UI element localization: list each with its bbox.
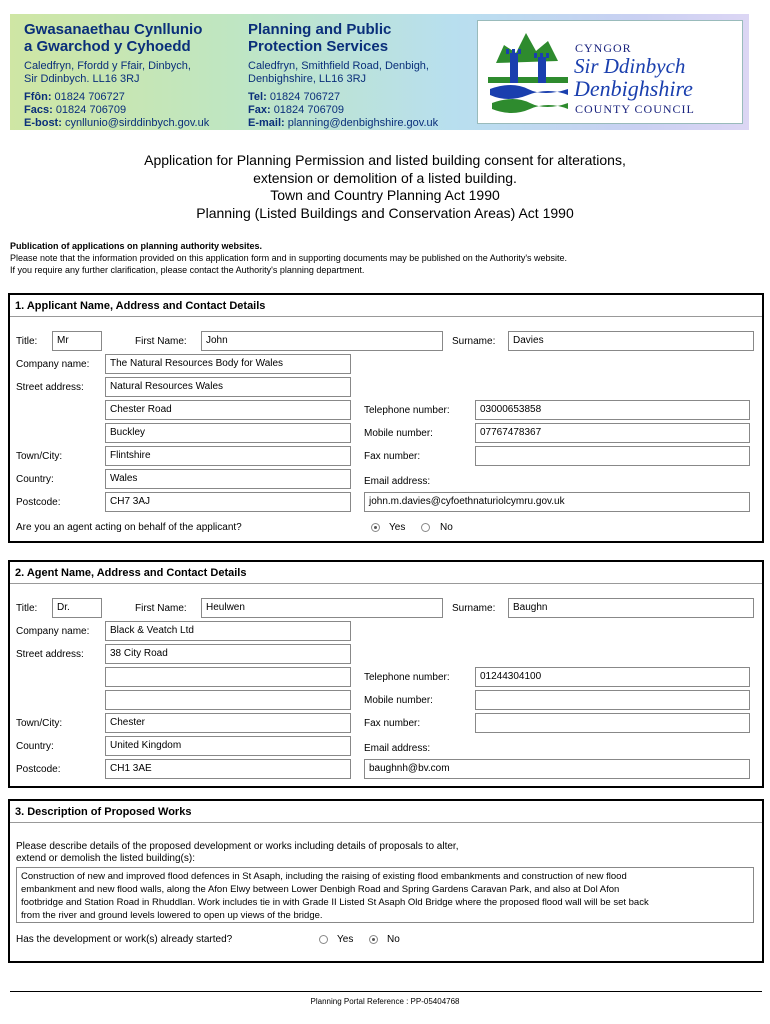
agent-email-field[interactable]: baughnh@bv.com — [364, 759, 750, 779]
agent-country-field[interactable]: United Kingdom — [105, 736, 351, 756]
english-address-1: Caledfryn, Smithfield Road, Denbigh, — [248, 60, 429, 72]
planning-portal-reference: Planning Portal Reference : PP-05404768 — [310, 997, 460, 1006]
applicant-section-heading: 1. Applicant Name, Address and Contact Details — [10, 295, 762, 317]
started-no-radio[interactable] — [369, 935, 378, 944]
logo-sir-ddinbych: Sir Ddinbych — [574, 54, 686, 78]
works-prompt-line-2: extend or demolish the listed building(s): — [16, 853, 195, 864]
applicant-street-line-2[interactable]: Chester Road — [105, 400, 351, 420]
applicant-section — [8, 293, 764, 543]
form-title-line-3: Town and Country Planning Act 1990 — [270, 187, 500, 203]
english-email: planning@denbighshire.gov.uk — [287, 117, 439, 129]
letterhead — [10, 14, 749, 130]
publication-text-1: Please note that the information provided on this application form and in supporting documents may be published on the Authority's website. — [10, 253, 568, 263]
welsh-contact-block — [24, 21, 209, 130]
english-fax: 01824 706709 — [273, 104, 345, 116]
applicant-town-label: Town/City: — [16, 451, 63, 462]
applicant-company-field[interactable]: The Natural Resources Body for Wales — [105, 354, 351, 374]
footer-divider — [10, 991, 762, 992]
agent-title-label: Title: — [16, 603, 38, 614]
english-contact-block — [248, 21, 438, 130]
agent-section — [8, 560, 764, 788]
welsh-dept-title-2: a Gwarchod y Cyhoedd — [24, 38, 191, 55]
agent-question: Are you an agent acting on behalf of the applicant? — [16, 522, 242, 533]
agent-surname-label: Surname: — [452, 603, 496, 614]
applicant-mobile-label: Mobile number: — [364, 428, 433, 439]
english-phone: 01824 706727 — [269, 91, 341, 103]
applicant-street-line-1[interactable]: Natural Resources Wales — [105, 377, 351, 397]
publication-text-2: If you require any further clarification, please contact the Authority's planning department. — [10, 265, 365, 275]
logo-county-council: COUNTY COUNCIL — [575, 102, 695, 116]
applicant-telephone-label: Telephone number: — [364, 405, 450, 416]
applicant-email-label: Email address: — [364, 476, 431, 487]
applicant-surname-label: Surname: — [452, 336, 496, 347]
agent-company-field[interactable]: Black & Veatch Ltd — [105, 621, 351, 641]
agent-country-label: Country: — [16, 741, 54, 752]
welsh-email: cynllunio@sirddinbych.gov.uk — [64, 117, 210, 129]
agent-no-label: No — [440, 522, 453, 533]
works-description-field[interactable] — [16, 867, 754, 923]
agent-street-line-3[interactable] — [105, 690, 351, 710]
english-phone-label: Tel: — [248, 91, 267, 103]
applicant-country-label: Country: — [16, 474, 54, 485]
applicant-country-field[interactable]: Wales — [105, 469, 351, 489]
form-title — [0, 152, 770, 222]
applicant-company-label: Company name: — [16, 359, 90, 370]
agent-no-radio[interactable] — [421, 523, 430, 532]
english-email-label: E-mail: — [248, 117, 285, 129]
works-section-heading: 3. Description of Proposed Works — [10, 801, 762, 823]
agent-fax-label: Fax number: — [364, 718, 421, 729]
agent-email-label: Email address: — [364, 743, 431, 754]
welsh-phone: 01824 706727 — [54, 91, 125, 103]
council-logo — [477, 20, 743, 124]
welsh-email-label: E-bost: — [24, 117, 62, 129]
applicant-title-field[interactable]: Mr — [52, 331, 102, 351]
applicant-street-label: Street address: — [16, 382, 84, 393]
applicant-postcode-field[interactable]: CH7 3AJ — [105, 492, 351, 512]
welsh-address-2: Sir Ddinbych. LL16 3RJ — [24, 73, 140, 85]
logo-cyngor: CYNGOR — [575, 41, 632, 55]
logo-denbighshire: Denbighshire — [574, 76, 693, 101]
applicant-title-label: Title: — [16, 336, 38, 347]
english-address-2: Denbighshire, LL16 3RJ — [248, 73, 367, 85]
agent-town-label: Town/City: — [16, 718, 63, 729]
agent-street-line-2[interactable] — [105, 667, 351, 687]
works-description-line-2: embankment and new flood walls, along the Afon Elwy between Lower Denbigh Road and Spring Gardens Caravan Park, and also at Dol Afon — [21, 884, 620, 895]
publication-heading: Publication of applications on planning authority websites. — [10, 241, 263, 251]
started-yes-label: Yes — [337, 934, 354, 945]
welsh-address-1: Caledfryn, Ffordd y Ffair, Dinbych, — [24, 60, 191, 72]
started-no-label: No — [387, 934, 400, 945]
agent-yes-label: Yes — [389, 522, 406, 533]
applicant-fax-label: Fax number: — [364, 451, 421, 462]
applicant-town-field[interactable]: Flintshire — [105, 446, 351, 466]
applicant-first-name-field[interactable]: John — [201, 331, 443, 351]
applicant-mobile-field[interactable]: 07767478367 — [475, 423, 750, 443]
works-prompt-line-1: Please describe details of the proposed development or works including details of proposals to alter, — [16, 841, 459, 852]
agent-mobile-label: Mobile number: — [364, 695, 433, 706]
works-description-line-4: from the river and ground levels lowered to open up views of the bridge. — [21, 910, 323, 921]
agent-telephone-field[interactable]: 01244304100 — [475, 667, 750, 687]
welsh-phone-label: Ffôn: — [24, 91, 52, 103]
welsh-dept-title-1: Gwasanaethau Cynllunio — [24, 21, 203, 38]
form-title-line-4: Planning (Listed Buildings and Conservation Areas) Act 1990 — [196, 204, 574, 221]
applicant-fax-field[interactable] — [475, 446, 750, 466]
works-prompt — [16, 841, 458, 865]
works-started-question: Has the development or work(s) already started? — [16, 934, 233, 945]
agent-section-heading: 2. Agent Name, Address and Contact Details — [10, 562, 762, 584]
agent-title-field[interactable]: Dr. — [52, 598, 102, 618]
english-dept-title-2: Protection Services — [248, 38, 389, 55]
started-yes-radio[interactable] — [319, 935, 328, 944]
welsh-fax-label: Facs: — [24, 104, 53, 116]
works-section — [8, 799, 764, 963]
works-description-line-3: footbridge and Station Road in Rhuddlan. Work includes tie in with Grade II Listed St Asaph Old Bridge where the proposed flood wall will be set back — [21, 897, 649, 908]
applicant-first-name-label: First Name: — [135, 336, 187, 347]
agent-company-label: Company name: — [16, 626, 90, 637]
agent-mobile-field[interactable] — [475, 690, 750, 710]
agent-street-line-1[interactable]: 38 City Road — [105, 644, 351, 664]
applicant-email-field[interactable]: john.m.davies@cyfoethnaturiolcymru.gov.uk — [364, 492, 750, 512]
welsh-fax: 01824 706709 — [55, 104, 127, 116]
agent-postcode-label: Postcode: — [16, 764, 61, 775]
agent-first-name-field[interactable]: Heulwen — [201, 598, 443, 618]
agent-telephone-label: Telephone number: — [364, 672, 450, 683]
form-title-line-2: extension or demolition of a listed building. — [253, 169, 517, 186]
agent-first-name-label: First Name: — [135, 603, 187, 614]
applicant-surname-field[interactable]: Davies — [508, 331, 754, 351]
agent-yes-radio[interactable] — [371, 523, 380, 532]
publication-notice — [10, 240, 567, 276]
form-title-line-1: Application for Planning Permission and listed building consent for alterations, — [144, 152, 626, 168]
agent-street-label: Street address: — [16, 649, 84, 660]
applicant-street-line-3[interactable]: Buckley — [105, 423, 351, 443]
agent-fax-field[interactable] — [475, 713, 750, 733]
castle-dragon-icon — [482, 23, 574, 123]
applicant-postcode-label: Postcode: — [16, 497, 61, 508]
agent-town-field[interactable]: Chester — [105, 713, 351, 733]
agent-surname-field[interactable]: Baughn — [508, 598, 754, 618]
english-fax-label: Fax: — [248, 104, 271, 116]
applicant-telephone-field[interactable]: 03000653858 — [475, 400, 750, 420]
english-dept-title-1: Planning and Public — [248, 21, 392, 38]
works-description-line-1: Construction of new and improved flood defences in St Asaph, including the raising of existing flood embankments and construction of new flood — [21, 871, 627, 882]
agent-postcode-field[interactable]: CH1 3AE — [105, 759, 351, 779]
